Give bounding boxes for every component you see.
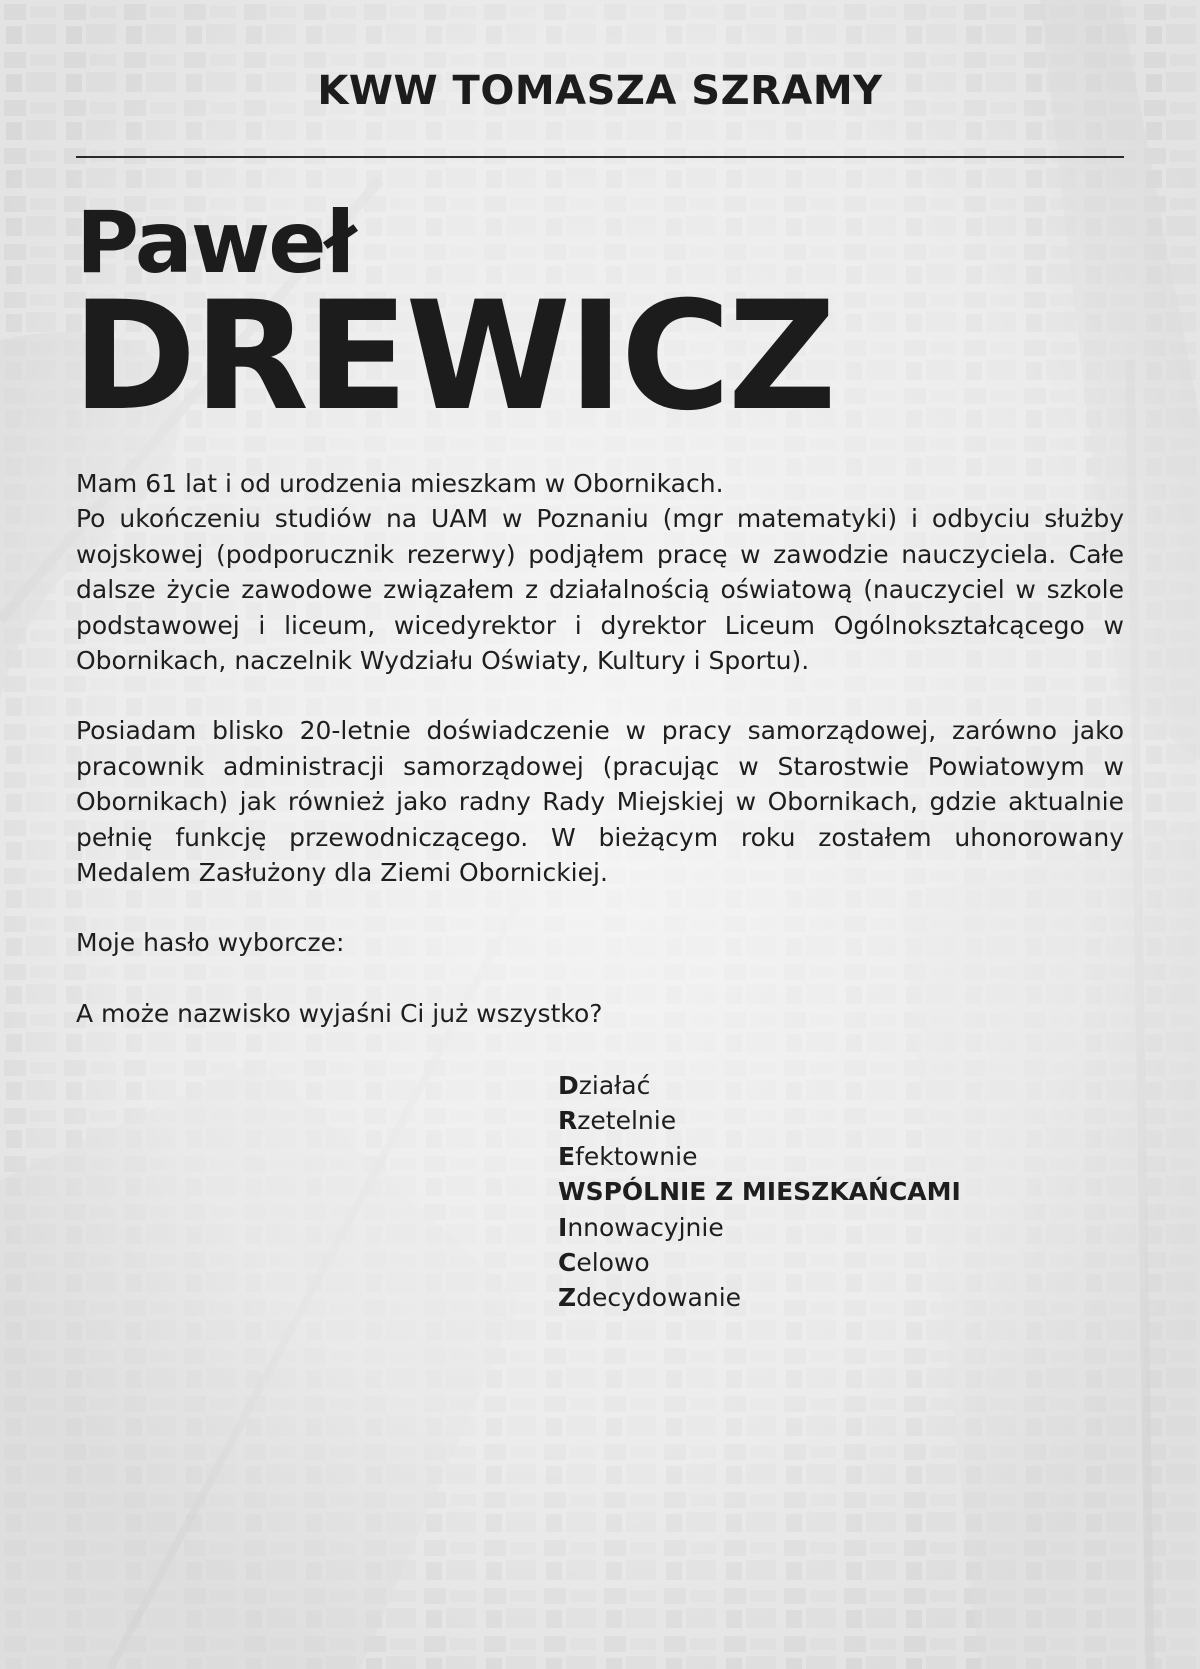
acrostic-rest: fektownie [575, 1141, 698, 1171]
acrostic-rest: zetelnie [577, 1106, 677, 1136]
acrostic-slogan [558, 1068, 961, 1316]
acrostic-row-r [558, 1103, 961, 1138]
acrostic-row-z [558, 1280, 961, 1315]
bio-intro-line: Mam 61 lat i od urodzenia mieszkam w Obornikach. [76, 469, 724, 498]
acrostic-initial: E [558, 1141, 576, 1171]
header-divider [76, 156, 1124, 158]
acrostic-rest: ziałać [578, 1071, 651, 1100]
acrostic-rest: nnowacyjnie [567, 1212, 724, 1242]
candidate-first-name: Paweł [76, 193, 355, 293]
acrostic-initial: Z [558, 1283, 577, 1313]
candidate-bio [76, 466, 1124, 1031]
acrostic-rest: decydowanie [576, 1283, 742, 1313]
acrostic-initial: D [558, 1071, 579, 1100]
acrostic-initial: C [558, 1248, 577, 1278]
acrostic-row-i [558, 1210, 961, 1245]
acrostic-initial: R [558, 1106, 578, 1136]
candidate-last-name: DREWICZ [72, 270, 834, 444]
acrostic-row-e [558, 1139, 961, 1174]
acrostic-row-c [558, 1245, 961, 1280]
slogan-intro: Moje hasło wyborcze: [76, 928, 345, 958]
acrostic-row-w [558, 1174, 961, 1209]
committee-header: KWW TOMASZA SZRAMY [317, 68, 883, 114]
slogan-question: A może nazwisko wyjaśni Ci już wszystko? [76, 998, 603, 1028]
acrostic-row-d [558, 1068, 961, 1103]
acrostic-initial: I [558, 1212, 568, 1242]
acrostic-rest: elowo [576, 1248, 650, 1278]
bio-paragraph-education: Po ukończeniu studiów na UAM w Poznaniu (mgr matematyki) i odbyciu służby wojskowej (podporucznik rezerwy) podjąłem pracę w zawodzie nauczyciela. Całe dalsze życie zawodowe związałem z działalnością oświatową (nauczyciel w szkole podstawowej i liceum, wicedyrektor i dyrektor Liceum Ogólnokształcącego w Obornikach, naczelnik Wydziału Oświaty, Kultury i Sportu). [76, 504, 1124, 676]
acrostic-initial: WSPÓLNIE Z MIESZKAŃCAMI [558, 1177, 961, 1207]
bio-paragraph-experience: Posiadam blisko 20-letnie doświadczenie w pracy samorządowej, zarówno jako pracownik administracji samorządowej (pracując w Starostwie Powiatowym w Obornikach) jak również jako radny Rady Miejskiej w Obornikach, gdzie aktualnie pełnię funkcję przewodniczącego. W bieżącym roku zostałem uhonorowany Medalem Zasłużony dla Ziemi Obornickiej. [76, 716, 1124, 888]
